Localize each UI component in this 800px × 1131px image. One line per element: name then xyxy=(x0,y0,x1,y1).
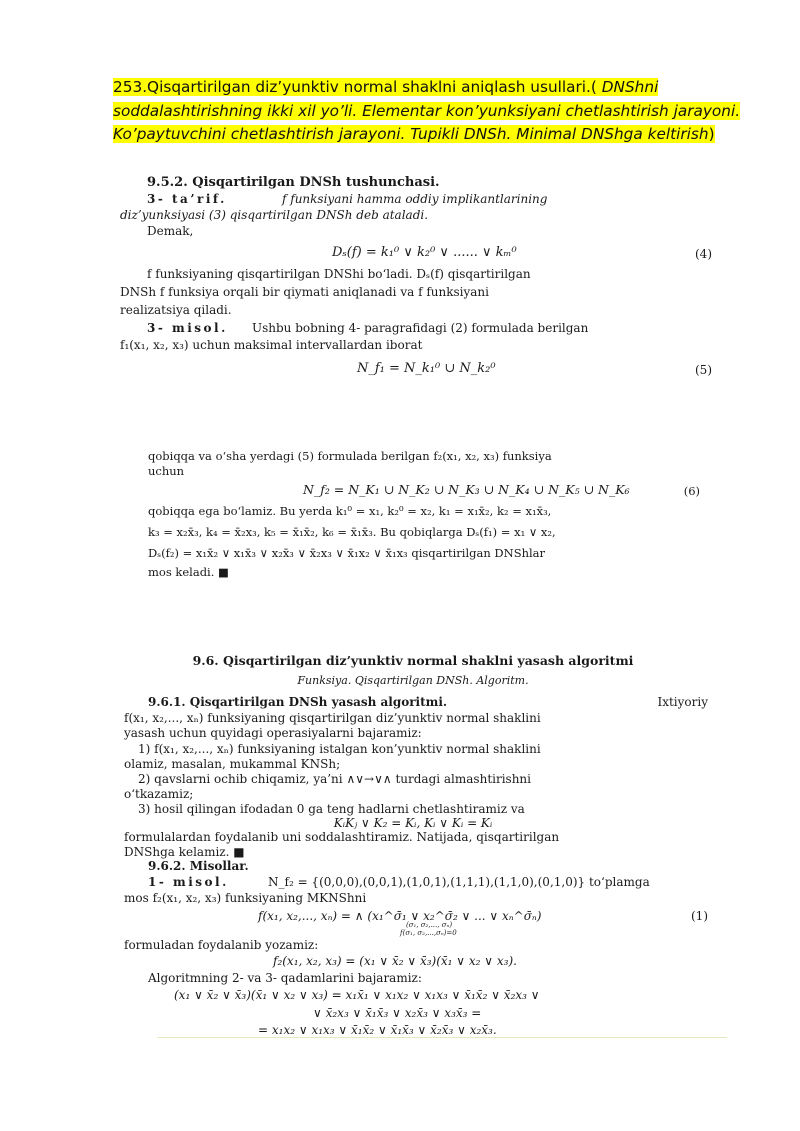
formula-1-under-2: f(σ₁, σ₂,...,σₙ)=0 xyxy=(400,929,457,937)
continuation-line-2: uchun xyxy=(148,464,185,478)
section-title: 9.5.2. Qisqartirilgan DNSh tushunchasi. xyxy=(147,175,440,190)
definition-line-2: diz’yunksiyasi (3) qisqartirilgan DNSh deb ataladi. xyxy=(120,208,429,222)
section-9-6-title: 9.6. Qisqartirilgan diz’yunktiv normal shaklni yasash algoritmi xyxy=(192,653,634,668)
heading-subtitle: DNShni soddalashtirishning ikki xil yo’li. Elementar kon’yunksiyani chetlashtirish jarayoni. Ko’paytuvchini chetlashtirish jarayoni. Tupikli DNSh. Minimal DNShga keltirish xyxy=(113,78,741,143)
paragraph-line-2: DNSh f funksiya orqali bir qiymati aniqlanadi va f funksiyani xyxy=(120,285,489,299)
equation-number-5: (5) xyxy=(695,363,712,377)
example-1-label: 1- misol. xyxy=(148,875,229,889)
continuation-line-3: qobiqqa ega bo‘lamiz. Bu yerda k₁⁰ = x₁, k₂⁰ = x₂, k₁ = x₁x̄₂, k₂ = x₁x̄₃, xyxy=(148,504,552,518)
continuation-line-1: qobiqqa va o‘sha yerdagi (5) formulada berilgan f₂(x₁, x₂, x₃) funksiya xyxy=(148,449,552,463)
formula-1-under: (σ₁, σ₂,..., σₙ) xyxy=(406,921,453,929)
algorithm-step-1: 1) f(x₁, x₂,..., xₙ) funksiyaning istalgan kon’yunktiv normal shaklini xyxy=(138,742,541,756)
continuation-line-5: Dₛ(f₂) = x₁x̄₂ ∨ x₁x̄₃ ∨ x₂x̄₃ ∨ x̄₂x₃ ∨ x̄₁x₂ ∨ x̄₁x₃ qisqartirilgan DNShlar xyxy=(148,546,546,560)
example-1-line-2: mos f₂(x₁, x₂, x₃) funksiyaning MKNShni xyxy=(124,891,367,905)
equation-number-4: (4) xyxy=(695,247,712,261)
example-1-line-4: Algoritmning 2- va 3- qadamlarini bajaramiz: xyxy=(148,971,422,985)
algorithm-step-1b: olamiz, masalan, mukammal KNSh; xyxy=(124,757,341,771)
algorithm-line-10: DNShga kelamiz. ■ xyxy=(124,845,245,859)
subsection-9-6-1-title: 9.6.1. Qisqartirilgan DNSh yasash algoritmi. xyxy=(148,695,448,709)
formula-3: (x₁ ∨ x̄₂ ∨ x̄₃)(x̄₁ ∨ x₂ ∨ x₃) = x₁x̄₁ ∨ x₁x₂ ∨ x₁x₃ ∨ x̄₁x̄₂ ∨ x̄₂x₃ ∨ xyxy=(174,988,540,1002)
algorithm-line-2: yasash uchun quyidagi operasiyalarni bajaramiz: xyxy=(124,726,422,740)
continuation-line-4: k₃ = x₂x̄₃, k₄ = x̄₂x₃, k₅ = x̄₁x̄₂, k₆ = x̄₁x̄₃. Bu qobiqlarga Dₛ(f₁) = x₁ ∨ x₂, xyxy=(148,525,556,539)
document-heading xyxy=(113,76,753,147)
definition-line-1: f funksiyani hamma oddiy implikantlarining xyxy=(282,192,548,206)
section-9-5-2 xyxy=(112,175,712,385)
formula-2: f₂(x₁, x₂, x₃) = (x₁ ∨ x̄₂ ∨ x̄₃)(x̄₁ ∨ x₂ ∨ x₃). xyxy=(273,954,517,968)
formula-5-result: = x₁x₂ ∨ x₁x₃ ∨ x̄₁x̄₂ ∨ x̄₁x̄₃ ∨ x̄₂x̄₃ ∨ x₂x̄₃. xyxy=(258,1023,497,1037)
example-line-2: f₁(x₁, x₂, x₃) uchun maksimal intervallardan iborat xyxy=(120,338,423,352)
formula-4-continued: ∨ x̄₂x₃ ∨ x̄₁x̄₃ ∨ x₂x̄₃ ∨ x₃x̄₃ = xyxy=(313,1006,482,1020)
continuation-line-6: mos keladi. ■ xyxy=(148,565,229,579)
algorithm-step-2b: o‘tkazamiz; xyxy=(124,787,194,801)
subsection-9-6-1-tail: Ixtiyoriy xyxy=(657,695,708,709)
demak-text: Demak, xyxy=(147,224,194,238)
continuation-block xyxy=(148,449,700,589)
section-9-6-subtitle: Funksiya. Qisqartirilgan DNSh. Algoritm. xyxy=(297,674,529,687)
formula-1: f(x₁, x₂,..., xₙ) = ∧ (x₁^σ̄₁ ∨ x₂^σ̄₂ ∨ ... ∨ xₙ^σ̄ₙ) xyxy=(258,909,542,923)
heading-close-paren: ) xyxy=(708,125,715,143)
paragraph-line-3: realizatsiya qiladi. xyxy=(120,303,232,317)
section-9-6 xyxy=(118,653,708,1038)
algorithm-step-3: 3) hosil qilingan ifodadan 0 ga teng hadlarni chetlashtiramiz va xyxy=(138,802,525,816)
paragraph-line-1: f funksiyaning qisqartirilgan DNShi bo‘ladi. Dₛ(f) qisqartirilgan xyxy=(147,267,531,281)
formula-5: N_f₁ = N_k₁⁰ ∪ N_k₂⁰ xyxy=(357,361,496,376)
bottom-divider xyxy=(157,1037,727,1038)
equation-number-6: (6) xyxy=(683,484,700,498)
algorithm-step-2: 2) qavslarni ochib chiqamiz, ya’ni ∧∨→∨∧ turdagi almashtirishni xyxy=(138,772,531,786)
simplification-formula: KᵢKⱼ ∨ K₂ = Kᵢ, Kᵢ ∨ Kᵢ = Kᵢ xyxy=(333,816,493,830)
example-1-line-3: formuladan foydalanib yozamiz: xyxy=(124,938,319,952)
example-line-1: Ushbu bobning 4- paragrafidagi (2) formulada berilgan xyxy=(252,321,589,335)
algorithm-line-9: formulalardan foydalanib uni soddalashtiramiz. Natijada, qisqartirilgan xyxy=(124,830,560,844)
formula-4: Dₛ(f) = k₁⁰ ∨ k₂⁰ ∨ ...... ∨ kₘ⁰ xyxy=(332,245,517,260)
example-label: 3- misol. xyxy=(147,321,228,335)
equation-number-1: (1) xyxy=(691,909,708,923)
heading-title: 253.Qisqartirilgan diz’yunktiv normal shaklni aniqlash usullari.( xyxy=(113,78,597,96)
definition-label: 3- ta’rif. xyxy=(147,192,227,206)
algorithm-line-1: f(x₁, x₂,..., xₙ) funksiyaning qisqartirilgan diz’yunktiv normal shaklini xyxy=(124,711,541,725)
subsection-9-6-2-title: 9.6.2. Misollar. xyxy=(148,859,249,873)
formula-6: N_f₂ = N_K₁ ∪ N_K₂ ∪ N_K₃ ∪ N_K₄ ∪ N_K₅ ∪ N_K₆ xyxy=(303,482,630,497)
example-1-set: N_f₂ = {(0,0,0),(0,0,1),(1,0,1),(1,1,1),(1,1,0),(0,1,0)} to‘plamga xyxy=(268,875,650,889)
